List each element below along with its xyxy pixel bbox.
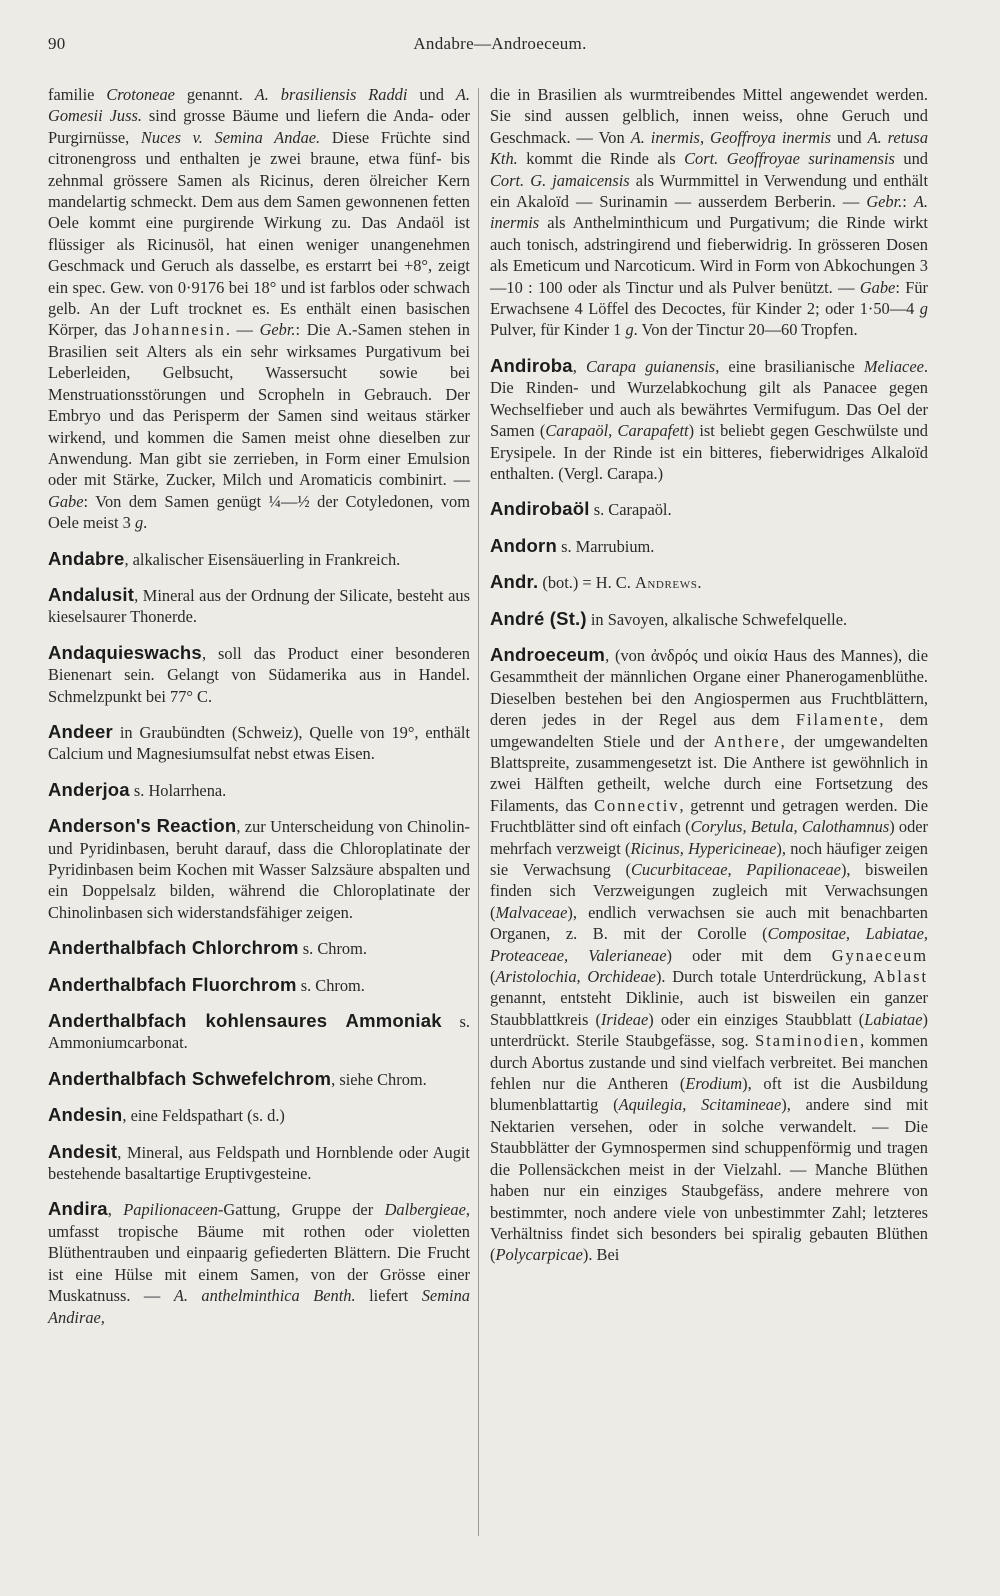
entry-anderthalbfach-chlorchrom (48, 937, 470, 959)
entry-text: ) unterdrückt. Sterile Staubgefässe, sog. (490, 1009, 928, 1051)
entry-text: , dem umgewandelten Stiele und der (490, 710, 928, 751)
entry-anderthalbfach-schwefelchrom (48, 1068, 470, 1090)
headword: Andiroba (490, 354, 573, 376)
entry-text: Gebr. (866, 192, 903, 212)
entry-andirobaol (490, 498, 928, 520)
entry-text: Staminodien (755, 1031, 860, 1051)
entry-text: ), oft ist die Ausbildung blumenblattartig ( (490, 1074, 928, 1115)
headword: Andira (48, 1198, 108, 1220)
entry-text: kommt die Rinde als (517, 149, 685, 169)
entry-text: Cort. G. jamaicensis (490, 170, 630, 190)
entry-text: ), noch häufiger zeigen sie Verwachsung ( (490, 838, 928, 879)
entry-text: , soll das Product einer besonderen Bienenart sein. Gelangt von Südamerika aus in Handel. Schmelzpunkt bei 77° C. (48, 643, 470, 706)
column-divider (478, 88, 479, 1536)
entry-andiroba (490, 355, 928, 484)
entry-text: Meliacee (863, 356, 924, 376)
headword: Andaquieswachs (48, 641, 202, 663)
headword: Anderthalbfach Chlorchrom (48, 937, 299, 959)
entry-text: . Die Rinden- und Wurzelabkochung gilt als Panacee gegen Wechselfieber und auch als bewährtes Vermifugum. Das Oel der Samen ( (490, 356, 928, 441)
entry-text: : Die A.-Samen stehen in Brasilien seit Alters als ein sehr wirksames Purgativum bei Leberleiden, Gelbsucht, Wassersucht sowie bei Menstruationsstörungen und Scropheln in Gebrauch. Der Embryo und das Perisperm der Samen sind weitaus stärker wirkend, und kommen die Samen meist ohne dieselben zur Anwendung. Man gibt sie zerrieben, in Form einer Emulsion oder mit Stärke, Zucker, Milch und Aromaticis combinirt. — (48, 320, 470, 490)
entry-text: Cort. Geoffroyae surinamensis (684, 149, 895, 169)
entry-text: : Für Erwachsene 4 Löffel des Decoctes, für Kinder 2; oder 1·50—4 (490, 277, 929, 319)
entry-text: Irideae (600, 1009, 649, 1029)
entry-text: , Mineral aus der Ordnung der Silicate, besteht aus kieselsaurer Thonerde. (48, 585, 470, 627)
entry-text: , (572, 356, 586, 376)
entry-text: . Von der Tinctur 20—60 Tropfen. (633, 320, 858, 340)
entry-text: Compositae, Labiatae, Proteaceae, Valerianeae (490, 924, 928, 965)
entry-text: Erodium (685, 1074, 743, 1094)
entry-text: , getrennt und getragen werden. Die Fruchtblätter sind oft einfach ( (490, 795, 929, 837)
entry-andersons-reaction (48, 815, 470, 923)
entry-androeceum (490, 644, 928, 1266)
entry-text: A. anthelminthica Benth. (173, 1286, 356, 1306)
entry-text: Labiatae (864, 1009, 923, 1029)
headword: André (St.) (490, 607, 587, 629)
entry-text: Semina Andirae, (48, 1286, 470, 1327)
entry-text: genannt, entsteht Diklinie, auch ist bisweilen ein ganzer Staubblattkreis ( (490, 988, 928, 1029)
entry-text: Ricinus, Hypericineae (630, 838, 777, 858)
headword: Andorn (490, 534, 557, 556)
entry-intro-cont (48, 84, 470, 534)
entry-text: in Savoyen, alkalische Schwefelquelle. (586, 609, 848, 629)
entry-andira-cont (490, 84, 928, 341)
entry-text: Carapa guianensis (585, 356, 716, 376)
entry-andesit (48, 1141, 470, 1185)
entry-text: ) ist beliebt gegen Geschwülste und Erysipele. In der Rinde ist ein bitteres, fieberwidriges Alkaloïd enthalten. (Vergl. Carapa.) (490, 421, 928, 483)
entry-text: : (902, 192, 914, 212)
headword: Andesin (48, 1104, 123, 1126)
entry-andabre (48, 548, 470, 570)
entry-text: , umfasst tropische Bäume mit rothen oder violetten Blüthentrauben und einpaarig gefiederten Blättern. Die Frucht ist eine Hülse mit einem Samen, von der Grösse einer Muskatnuss. — (48, 1200, 470, 1306)
entry-andre (490, 608, 928, 630)
entry-text: und (831, 127, 868, 147)
page-number: 90 (48, 34, 66, 53)
entry-andr (490, 571, 928, 593)
entry-text: Dalbergieae (384, 1200, 466, 1220)
entry-text: Crotoneae (106, 85, 175, 104)
entry-text: Connectiv (594, 795, 680, 815)
entry-text: genannt. (174, 85, 255, 104)
entry-andesin (48, 1104, 470, 1126)
entry-text: . (143, 513, 148, 533)
entry-text: ) oder mehrfach verzweigt ( (490, 817, 929, 858)
entry-text: , zur Unterscheidung von Chinolin- und Pyridinbasen, beruht darauf, dass die Chloroplatinate der Pyridinbasen beim Kochen mit Wasser Salzsäure abspalten und ein Doppelsalz bilden, während die Chloroplatinate der Chinolinbasen sich widerstandsfähiger zeigen. (48, 817, 470, 922)
entry-text: ). Durch totale Unterdrückung, (655, 967, 874, 987)
entry-text: s. Ammoniumcarbonat. (48, 1012, 471, 1053)
entry-text: , kommen durch Abortus zustande und sind vielfach verbreitet. Bei manchen fehlen nur die Antheren ( (490, 1031, 928, 1094)
headword: Anderson's Reaction (48, 815, 237, 837)
entry-text: Papilionaceen (123, 1200, 218, 1220)
entry-text: als Wurmmittel in Verwendung und enthält ein Akaloïd — Surinamin — ausserdem Berberin. — (490, 170, 928, 212)
entry-text: A. brasiliensis Raddi (254, 85, 408, 104)
entry-text: ) oder mit dem (666, 945, 832, 965)
entry-text: Gebr. (259, 320, 296, 340)
entry-andeer (48, 721, 470, 765)
right-column (490, 84, 928, 1280)
entry-text: die in Brasilien als wurmtreibendes Mittel angewendet werden. Sie sind aussen gelblich, innen weiss, ohne Geruch und Geschmack. — Von (490, 85, 928, 147)
headword: Anderthalbfach Fluorchrom (48, 973, 297, 995)
entry-text: Gabe (48, 491, 84, 511)
entry-text: (bot.) = H. C. (538, 573, 635, 593)
entry-text: s. Chrom. (296, 975, 365, 995)
entry-text: in Graubündten (Schweiz), Quelle von 19°, enthält Calcium und Magnesiumsulfat nebst etwas Eisen. (48, 722, 470, 764)
entry-text: s. Carapaöl. (589, 500, 672, 520)
entry-text: ), bisweilen finden sich Verzweigungen zugleich mit Verwachsungen ( (490, 860, 928, 922)
entry-text: Aristolochia, Orchideae (495, 967, 656, 987)
entry-text: ). Bei (582, 1245, 620, 1265)
entry-andira (48, 1198, 470, 1327)
entry-text: Andrews (634, 573, 698, 593)
entry-text: Aquilegia, Scitamineae (618, 1095, 782, 1115)
entry-text: Anthere (713, 731, 781, 751)
entry-text: Malvaceae (495, 902, 568, 922)
entry-text: s. Chrom. (298, 939, 367, 959)
entry-text: , (699, 127, 711, 147)
entry-text: und (894, 149, 928, 169)
entry-andalusit (48, 584, 470, 628)
entry-text: . — (225, 320, 260, 340)
entry-andorn (490, 535, 928, 557)
running-title: Andabre—Androeceum. (413, 34, 587, 53)
entry-anderthalbfach-kohlensaures (48, 1010, 470, 1054)
entry-text: Ablast (873, 967, 928, 987)
entry-text: , (107, 1200, 124, 1220)
entry-text: g (919, 299, 928, 319)
entry-text: s. Holarrhena. (129, 780, 227, 800)
entry-text: Geoffroya inermis (710, 127, 832, 147)
entry-text: Johannesin (132, 320, 226, 340)
headword: Andalusit (48, 583, 135, 605)
headword: Andr. (490, 571, 539, 593)
entry-text: , alkalischer Eisensäuerling in Frankreich. (124, 549, 401, 569)
entry-text: g (134, 513, 144, 533)
entry-text: A. Gomesii Juss. (48, 85, 470, 126)
entry-text: , siehe Chrom. (331, 1069, 427, 1089)
entry-text: , Mineral, aus Feldspath und Hornblende oder Augit bestehende basaltartige Eruptivgesteine. (48, 1142, 470, 1184)
entry-text: liefert (355, 1286, 422, 1306)
entry-text: , eine brasilianische (715, 356, 864, 376)
entry-text: sind grosse Bäume und liefern die Anda- oder Purgirnüsse, (48, 106, 470, 147)
running-head (48, 34, 952, 60)
entry-text: als Anthelminthicum und Purgativum; die Rinde wirkt auch tonisch, adstringirend und fieberwidrig. In grösseren Dosen als Emeticum und Narcoticum. Wird in Form von Abkochungen 3—10 : 100 oder als Tinctur und als Pulver benützt. — (490, 213, 928, 297)
headword: Anderjoa (48, 778, 130, 800)
entry-text: s. Marrubium. (556, 536, 655, 556)
entry-text: ( (490, 967, 496, 987)
left-column (48, 84, 470, 1342)
headword: Andeer (48, 720, 113, 742)
entry-text: Cucurbitaceae, Papilionaceae (631, 860, 841, 879)
entry-text: Diese Früchte sind citronengross und enthalten je zwei braune, etwa fünf- bis zehnmal grössere Samen als Ricinus, deren ölreicher Kern mandelartig schmeckt. Dem aus dem Samen gewonnenen fetten Oele kommt eine purgirende Wirkung zu. Das Andaöl ist flüssiger als Ricinusöl, hat einen weniger unangenehmen Geschmack und Geruch als dasselbe, es erstarrt bei +8°, zeigt ein spec. Gew. von 0·9176 bei 18° und ist farblos oder schwach gelb. An der Luft trocknet es. Es enthält einen basischen Körper, das (48, 127, 470, 340)
entry-text: Gynaeceum (831, 945, 928, 965)
entry-text: g (625, 320, 634, 340)
headword: Andesit (48, 1140, 118, 1162)
entry-anderjoa (48, 779, 470, 801)
entry-text: , (von ἀνδρός und οἰκία Haus des Mannes), die Gesammtheit der männlichen Organe einer Phanerogamenblüthe. Dieselben bestehen bei den Angiospermen aus Fruchtblättern, deren jedes in der Regel aus dem (490, 645, 928, 730)
entry-text: , der umgewandelten Blattspreite, zusammengesetzt ist. Die Anthere ist gewöhnlich in zwei Hälften getheilt, welche durch eine Fortsetzung des Filaments, das (490, 731, 928, 815)
entry-text: A. inermis (490, 192, 928, 233)
entry-text: , eine Feldspathart (s. d.) (122, 1106, 285, 1126)
entry-text: ), andere sind mit Nektarien versehen, oder in solche verwandelt. — Die Staubblätter der Gymnospermen sind schuppenförmig und tragen die Pollensäckchen meist in der Vielzahl. — Manche Blüthen haben nur ein einziges Staubgefäss, andere mehrere von bestimmter, noch andere viele von unbestimmter Zahl; letzteres Verhältniss findet sich besonders bei spiralig gebauten Blüthen ( (490, 1095, 929, 1265)
entry-text: . (697, 573, 702, 593)
entry-text: Corylus, Betula, Calothamnus (690, 817, 890, 837)
entry-text: Pulver, für Kinder 1 (490, 320, 626, 340)
entry-anderthalbfach-fluorchrom (48, 974, 470, 996)
entry-text: A. inermis (630, 127, 700, 147)
headword: Andirobaöl (490, 498, 590, 520)
entry-text: und (407, 85, 456, 104)
entry-text: A. retusa Kth. (490, 127, 929, 169)
entry-text: Nuces v. Semina Andae. (140, 127, 321, 147)
entry-text: ), endlich verwachsen sie auch mit benachbarten Organen, z. B. mit der Corolle ( (490, 902, 928, 944)
headword: Anderthalbfach Schwefelchrom (48, 1067, 332, 1089)
headword: Androeceum (490, 643, 606, 665)
entry-andaquieswachs (48, 642, 470, 707)
entry-text: Polycarpicae (495, 1245, 583, 1265)
entry-text: Gabe (859, 277, 896, 297)
entry-text: -Gattung, Gruppe der (217, 1200, 385, 1220)
headword: Andabre (48, 547, 125, 569)
entry-text: Carapaöl, Carapafett (545, 421, 689, 441)
entry-text: Filamente (795, 710, 880, 730)
headword: Anderthalbfach kohlensaures Ammoniak (48, 1010, 442, 1032)
entry-text: : Von dem Samen genügt ¼—½ der Cotyledonen, vom Oele meist 3 (48, 491, 470, 533)
entry-text: familie (48, 85, 107, 104)
entry-text: ) oder ein einziges Staubblatt ( (648, 1009, 865, 1029)
